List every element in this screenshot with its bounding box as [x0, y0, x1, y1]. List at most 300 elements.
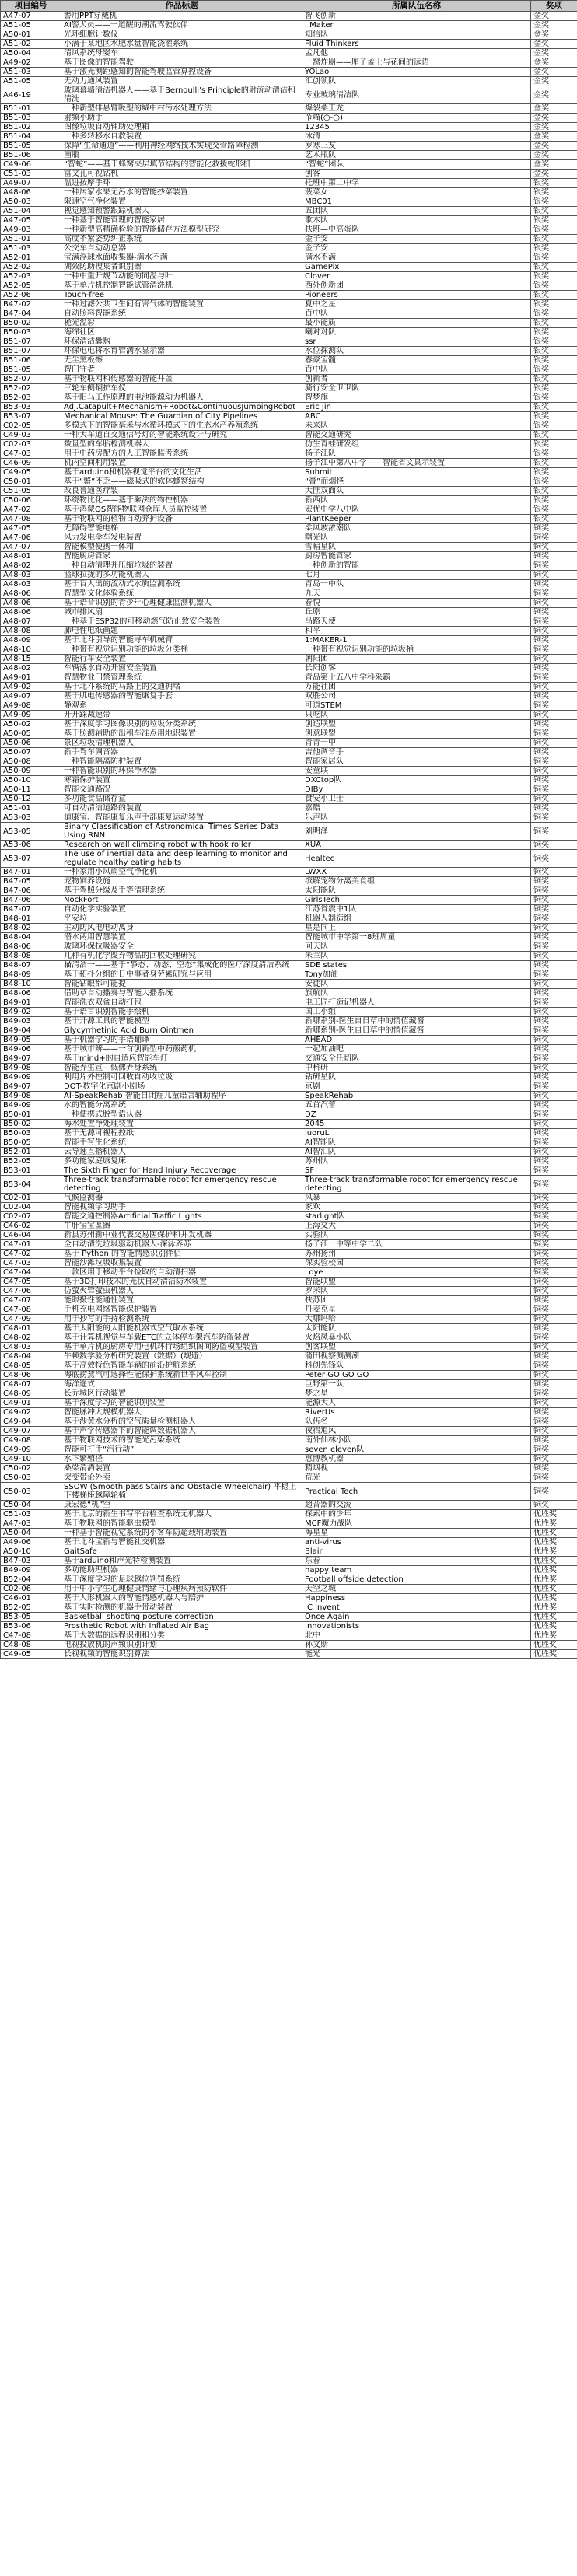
- award-cell: 优胜奖: [531, 1641, 577, 1650]
- work-title-cell: 基于实时检测的机器手带动装置: [61, 1603, 302, 1613]
- table-row: [1, 1110, 577, 1120]
- project-code-cell: B49-06: [1, 1045, 61, 1054]
- work-title-cell: 风力发电伞车发电装置: [61, 533, 302, 543]
- work-title-cell: 水下繁殖径: [61, 1455, 302, 1464]
- award-cell: 铜奖: [531, 645, 577, 655]
- award-cell: 优胜奖: [531, 1613, 577, 1622]
- table-row: [1, 1315, 577, 1324]
- team-name-cell: 未来队: [302, 421, 531, 431]
- award-cell: 金奖: [531, 104, 577, 114]
- table-row: [1, 850, 577, 868]
- award-cell: 银奖: [531, 337, 577, 347]
- award-cell: 优胜奖: [531, 1575, 577, 1585]
- table-row: [1, 1008, 577, 1017]
- table-row: [1, 683, 577, 692]
- team-name-cell: 智能联盟: [302, 1278, 531, 1287]
- table-row: [1, 225, 577, 235]
- table-row: [1, 748, 577, 757]
- award-cell: 铜奖: [531, 1110, 577, 1120]
- table-row: [1, 505, 577, 515]
- team-name-cell: 丘原: [302, 608, 531, 617]
- team-name-cell: XUA: [302, 841, 531, 850]
- team-name-cell: 米兰队: [302, 952, 531, 961]
- award-cell: 铜奖: [531, 1473, 577, 1483]
- work-title-cell: 基于北斗系统的马路上的交通拥堵: [61, 683, 302, 692]
- team-name-cell: 丹麦克星: [302, 1305, 531, 1315]
- award-cell: 铜奖: [531, 1324, 577, 1333]
- project-code-cell: A50-04: [1, 49, 61, 58]
- work-title-cell: 新手驾车调音器: [61, 748, 302, 757]
- project-code-cell: C50-03: [1, 1473, 61, 1483]
- award-cell: 铜奖: [531, 683, 577, 692]
- project-code-cell: B51-05: [1, 365, 61, 375]
- work-title-cell: 无障碍智能电梯: [61, 524, 302, 533]
- award-cell: 优胜奖: [531, 1519, 577, 1529]
- project-code-cell: B50-02: [1, 319, 61, 328]
- work-title-cell: 基于 Python 的智能情感识别伴侣: [61, 1250, 302, 1259]
- team-name-cell: 嘉酷: [302, 804, 531, 813]
- table-row: [1, 1324, 577, 1333]
- award-cell: 铜奖: [531, 804, 577, 813]
- work-title-cell: 基于计算机视觉与车载ETC的立体停车架汽车防盗装置: [61, 1333, 302, 1343]
- table-row: [1, 1352, 577, 1361]
- team-name-cell: 旗航队: [302, 989, 531, 998]
- table-row: [1, 142, 577, 151]
- work-title-cell: 桑梁清酒装置: [61, 1464, 302, 1473]
- table-row: [1, 571, 577, 580]
- award-cell: 金奖: [531, 12, 577, 21]
- project-code-cell: A50-01: [1, 30, 61, 40]
- work-title-cell: 用于中药房配方的人工智能监考系统: [61, 449, 302, 459]
- team-name-cell: 东春: [302, 1557, 531, 1566]
- work-title-cell: 智能厨房管家: [61, 552, 302, 561]
- work-title-cell: 一种大车道自交通信号灯的智能系统设计与研究: [61, 431, 302, 440]
- table-row: [1, 468, 577, 477]
- work-title-cell: 基于深度学习图像识别的垃圾分类系统: [61, 720, 302, 729]
- team-name-cell: Innovationists: [302, 1622, 531, 1631]
- work-title-cell: 智能沙滩垃圾收集装置: [61, 1259, 302, 1268]
- award-cell: 铜奖: [531, 636, 577, 645]
- team-name-cell: 能源大人: [302, 1399, 531, 1408]
- table-row: [1, 1585, 577, 1594]
- table-row: [1, 961, 577, 970]
- work-title-cell: 温进按摩手环: [61, 179, 302, 188]
- project-code-cell: C49-02: [1, 1408, 61, 1417]
- team-name-cell: 托班中第二中学: [302, 179, 531, 188]
- table-row: [1, 347, 577, 356]
- project-code-cell: C49-03: [1, 431, 61, 440]
- table-row: [1, 1305, 577, 1315]
- work-title-cell: 图像垃圾自动辅助处理箱: [61, 123, 302, 132]
- team-name-cell: 创新者: [302, 375, 531, 384]
- team-name-cell: Happiness: [302, 1594, 531, 1603]
- project-code-cell: B47-04: [1, 309, 61, 319]
- award-cell: 铜奖: [531, 868, 577, 877]
- award-cell: 铜奖: [531, 627, 577, 636]
- project-code-cell: B48-06: [1, 989, 61, 998]
- work-title-cell: 宝满浮球水面收集器-满水不满: [61, 253, 302, 263]
- work-title-cell: 新县苏州新中业代表交易医保护和并发机器: [61, 1231, 302, 1240]
- work-title-cell: 基于声学传感器下的智能调数据机器人: [61, 1427, 302, 1436]
- work-title-cell: 基于人形机器人的智能情感机器人与陪护: [61, 1594, 302, 1603]
- work-title-cell: 海洋遥式: [61, 1380, 302, 1389]
- project-code-cell: B52-03: [1, 393, 61, 403]
- table-row: [1, 942, 577, 952]
- table-row: [1, 1613, 577, 1622]
- award-cell: 铜奖: [531, 608, 577, 617]
- table-row: [1, 1250, 577, 1259]
- work-title-cell: 基于物联网的植物自动养护设备: [61, 515, 302, 524]
- team-name-cell: AI智汇队: [302, 1148, 531, 1157]
- award-cell: 铜奖: [531, 1092, 577, 1101]
- project-code-cell: C49-06: [1, 160, 61, 170]
- table-row: [1, 1371, 577, 1380]
- table-row: [1, 440, 577, 449]
- table-row: [1, 1408, 577, 1417]
- award-cell: 铜奖: [531, 1259, 577, 1268]
- award-cell: 铜奖: [531, 785, 577, 795]
- team-name-cell: 双胜公司: [302, 692, 531, 701]
- award-cell: 铜奖: [531, 942, 577, 952]
- team-name-cell: Loye: [302, 1268, 531, 1278]
- table-row: [1, 449, 577, 459]
- project-code-cell: B52-05: [1, 1603, 61, 1613]
- project-code-cell: A50-08: [1, 757, 61, 767]
- work-title-cell: 基于北斗引导的智能寻车机械臂: [61, 636, 302, 645]
- team-name-cell: ABC: [302, 412, 531, 421]
- work-title-cell: 篮球拉拢的多功能机器人: [61, 571, 302, 580]
- award-cell: 铜奖: [531, 664, 577, 673]
- award-cell: 铜奖: [531, 850, 577, 868]
- work-title-cell: 基于语言识别智能手绘机: [61, 1008, 302, 1017]
- award-cell: 银奖: [531, 487, 577, 496]
- table-row: [1, 599, 577, 608]
- project-code-cell: C46-04: [1, 1231, 61, 1240]
- work-title-cell: 一种过滤公共卫生间有害气体的智能装置: [61, 300, 302, 309]
- award-cell: 铜奖: [531, 1231, 577, 1240]
- work-title-cell: 基于深度学习的足球越位判罚系统: [61, 1575, 302, 1585]
- table-row: [1, 30, 577, 40]
- award-cell: 银奖: [531, 235, 577, 244]
- table-row: [1, 729, 577, 739]
- work-title-cell: 基于北斗宝新与智能社交机器: [61, 1538, 302, 1547]
- work-title-cell: 清风系统母婴车: [61, 49, 302, 58]
- table-row: [1, 459, 577, 468]
- team-name-cell: 超音器的交流: [302, 1501, 531, 1510]
- team-name-cell: 12345: [302, 123, 531, 132]
- award-cell: 铜奖: [531, 1017, 577, 1026]
- work-title-cell: AI警犬员——一道醒的潮流驾驶伙伴: [61, 21, 302, 30]
- award-cell: 优胜奖: [531, 1529, 577, 1538]
- table-row: [1, 151, 577, 160]
- table-row: [1, 1120, 577, 1129]
- project-code-cell: A47-06: [1, 533, 61, 543]
- award-cell: 铜奖: [531, 552, 577, 561]
- work-title-cell: 智能可打手“汽行动”: [61, 1445, 302, 1455]
- project-code-cell: C48-08: [1, 1641, 61, 1650]
- table-row: [1, 664, 577, 673]
- award-cell: 铜奖: [531, 1045, 577, 1054]
- project-code-cell: C47-08: [1, 1631, 61, 1641]
- project-code-cell: A53-05: [1, 823, 61, 841]
- table-row: [1, 263, 577, 272]
- table-row: [1, 1501, 577, 1510]
- table-row: [1, 21, 577, 30]
- work-title-cell: 主动防风电电动离身: [61, 924, 302, 933]
- project-code-cell: A50-10: [1, 1547, 61, 1557]
- team-name-cell: Practical Tech: [302, 1483, 531, 1501]
- work-title-cell: 猫清洁一——基于“静态、动态、空态”集成化的医疗深度清洁系统: [61, 961, 302, 970]
- award-cell: 铜奖: [531, 970, 577, 980]
- work-title-cell: 环绕物比化——基于乘法的物控机器: [61, 496, 302, 505]
- work-title-cell: 牛肝宝宝鉴器: [61, 1222, 302, 1231]
- team-name-cell: 能光: [302, 1650, 531, 1659]
- award-cell: 铜奖: [531, 1166, 577, 1176]
- team-name-cell: 家欢: [302, 1203, 531, 1212]
- project-code-cell: B52-07: [1, 375, 61, 384]
- project-code-cell: B53-07: [1, 412, 61, 421]
- award-cell: 铜奖: [531, 1315, 577, 1324]
- team-name-cell: 火焰凤暴小队: [302, 1333, 531, 1343]
- work-title-cell: Touch-free: [61, 291, 302, 300]
- project-code-cell: A48-15: [1, 655, 61, 664]
- table-row: [1, 1157, 577, 1166]
- table-row: [1, 515, 577, 524]
- work-title-cell: 潜水两用智慧装置: [61, 933, 302, 942]
- team-name-cell: 扬子江中第八中学——智能省文具示装置: [302, 459, 531, 468]
- team-name-cell: anti-virus: [302, 1538, 531, 1547]
- table-row: [1, 1231, 577, 1240]
- work-title-cell: 智能交通路况: [61, 785, 302, 795]
- table-row: [1, 328, 577, 337]
- team-name-cell: seven eleven队: [302, 1445, 531, 1455]
- project-code-cell: A50-02: [1, 720, 61, 729]
- team-name-cell: 大哪吗哈: [302, 1315, 531, 1324]
- work-title-cell: 基于鸿蒙OS智能物联网仓库人员监控装置: [61, 505, 302, 515]
- team-name-cell: 创客: [302, 170, 531, 179]
- project-code-cell: B51-06: [1, 356, 61, 365]
- project-code-cell: A51-01: [1, 235, 61, 244]
- team-name-cell: Clover: [302, 272, 531, 281]
- team-name-cell: 知信队: [302, 30, 531, 40]
- work-title-cell: 智能手写生化系统: [61, 1138, 302, 1148]
- project-code-cell: A50-03: [1, 197, 61, 207]
- table-row: [1, 1064, 577, 1073]
- table-row: [1, 1138, 577, 1148]
- table-row: [1, 281, 577, 291]
- award-cell: 银奖: [531, 431, 577, 440]
- table-row: [1, 886, 577, 896]
- award-cell: 金奖: [531, 49, 577, 58]
- work-title-cell: 道康宝、智能康复乐声手部康复运动装置: [61, 813, 302, 823]
- project-code-cell: C47-06: [1, 1287, 61, 1296]
- award-cell: 铜奖: [531, 1417, 577, 1427]
- team-name-cell: 扶班—中高蛋队: [302, 225, 531, 235]
- award-cell: 银奖: [531, 244, 577, 253]
- team-name-cell: 智能家居队: [302, 757, 531, 767]
- work-title-cell: 开开踩减速带: [61, 711, 302, 720]
- table-row: [1, 1222, 577, 1231]
- team-name-cell: Blair: [302, 1547, 531, 1557]
- project-code-cell: C51-05: [1, 487, 61, 496]
- project-code-cell: A47-08: [1, 515, 61, 524]
- table-row: [1, 1148, 577, 1157]
- team-name-cell: RiverUs: [302, 1408, 531, 1417]
- award-cell: 金奖: [531, 86, 577, 104]
- team-name-cell: 机器人制造组: [302, 914, 531, 924]
- table-row: [1, 309, 577, 319]
- project-code-cell: A49-09: [1, 711, 61, 720]
- award-cell: 银奖: [531, 291, 577, 300]
- project-code-cell: C50-06: [1, 496, 61, 505]
- work-title-cell: 警用PPT穿戴机: [61, 12, 302, 21]
- table-row: [1, 655, 577, 664]
- project-code-cell: B49-01: [1, 998, 61, 1008]
- award-cell: 铜奖: [531, 1212, 577, 1222]
- project-code-cell: B47-07: [1, 905, 61, 914]
- work-title-cell: 小满于某地区水肥水量智能浇灌系统: [61, 40, 302, 49]
- work-title-cell: NockFort: [61, 896, 302, 905]
- team-name-cell: Pioneers: [302, 291, 531, 300]
- table-row: [1, 776, 577, 785]
- team-name-cell: 新西队: [302, 496, 531, 505]
- project-code-cell: B49-04: [1, 1026, 61, 1036]
- award-cell: 优胜奖: [531, 1650, 577, 1659]
- team-name-cell: 一窝炸崩——厘子孟士与花间的远语: [302, 58, 531, 68]
- team-name-cell: 问天队: [302, 942, 531, 952]
- award-cell: 铜奖: [531, 813, 577, 823]
- team-name-cell: 江苏省震中1队: [302, 905, 531, 914]
- award-cell: 银奖: [531, 179, 577, 188]
- project-code-cell: B53-03: [1, 403, 61, 412]
- award-cell: 铜奖: [531, 795, 577, 804]
- team-name-cell: “膏”而烟怪: [302, 477, 531, 487]
- award-cell: 银奖: [531, 328, 577, 337]
- work-title-cell: DOT-数字化京剧小剧场: [61, 1082, 302, 1092]
- award-cell: 铜奖: [531, 1101, 577, 1110]
- work-title-cell: 基于大数据的远程识别和分类: [61, 1631, 302, 1641]
- team-name-cell: Tony加油: [302, 970, 531, 980]
- project-code-cell: A49-03: [1, 225, 61, 235]
- work-title-cell: 牛顿数学验分析研究装置（数据）(规避）: [61, 1352, 302, 1361]
- project-code-cell: B48-08: [1, 952, 61, 961]
- award-cell: 银奖: [531, 216, 577, 225]
- work-title-cell: 基于物联网的智能驱虫模型: [61, 1519, 302, 1529]
- award-cell: 银奖: [531, 188, 577, 197]
- project-code-cell: A47-05: [1, 216, 61, 225]
- project-code-cell: A49-07: [1, 179, 61, 188]
- work-title-cell: 基于深度学习的智能识别装置: [61, 1399, 302, 1408]
- work-title-cell: 景区垃圾清理机器人: [61, 739, 302, 748]
- award-cell: 铜奖: [531, 748, 577, 757]
- table-row: [1, 1343, 577, 1352]
- team-name-cell: 缤解宠物分离美食组: [302, 877, 531, 886]
- work-title-cell: 静观系: [61, 701, 302, 711]
- team-name-cell: 一种创新的智能: [302, 561, 531, 571]
- team-name-cell: 春豪宝髓: [302, 356, 531, 365]
- team-name-cell: 太阳能队: [302, 1324, 531, 1333]
- work-title-cell: 一种便携式脱型语认器: [61, 1110, 302, 1120]
- award-cell: 铜奖: [531, 1371, 577, 1380]
- work-title-cell: 基于物联网和传感器的智能井盖: [61, 375, 302, 384]
- table-row: [1, 1129, 577, 1138]
- work-title-cell: 一种带有视觉识别功能的垃圾分类桶: [61, 645, 302, 655]
- team-name-cell: Football offside detection: [302, 1575, 531, 1585]
- work-title-cell: 水的智能分离系统: [61, 1101, 302, 1110]
- team-name-cell: DZ: [302, 1110, 531, 1120]
- work-title-cell: 玻璃幕墙清洁机器人——基于Bernoulli's Principle的射流动清洁和清洗: [61, 86, 302, 104]
- project-code-cell: C49-05: [1, 468, 61, 477]
- project-code-cell: B50-03: [1, 1129, 61, 1138]
- project-code-cell: C51-03: [1, 170, 61, 179]
- work-title-cell: 一种智能隔离防护装置: [61, 757, 302, 767]
- award-cell: 铜奖: [531, 767, 577, 776]
- project-code-cell: B49-07: [1, 1054, 61, 1064]
- team-name-cell: Fluid Thinkers: [302, 40, 531, 49]
- project-code-cell: B47-03: [1, 1557, 61, 1566]
- award-cell: 优胜奖: [531, 1538, 577, 1547]
- award-cell: 铜奖: [531, 1445, 577, 1455]
- work-title-cell: 智能养生宣—低佛养身系统: [61, 1064, 302, 1073]
- table-row: [1, 104, 577, 114]
- project-code-cell: B49-07: [1, 1082, 61, 1092]
- project-code-cell: A50-10: [1, 776, 61, 785]
- work-title-cell: 基于单片机的厨房专用电机环行场组织图间防盗模型装置: [61, 1343, 302, 1352]
- project-code-cell: A47-02: [1, 505, 61, 515]
- work-title-cell: 多功能助理机器: [61, 1566, 302, 1575]
- table-row: [1, 841, 577, 850]
- award-cell: 银奖: [531, 207, 577, 216]
- work-title-cell: 城市排风扇: [61, 608, 302, 617]
- work-title-cell: Prosthetic Robot with Inflated Air Bag: [61, 1622, 302, 1631]
- table-row: [1, 375, 577, 384]
- table-row: [1, 496, 577, 505]
- team-name-cell: 中科研: [302, 1064, 531, 1073]
- work-title-cell: 海绵社区: [61, 328, 302, 337]
- team-name-cell: Once Again: [302, 1613, 531, 1622]
- project-code-cell: B48-09: [1, 970, 61, 980]
- table-row: [1, 1538, 577, 1547]
- award-cell: 铜奖: [531, 877, 577, 886]
- work-title-cell: 智能视频学习助手: [61, 1203, 302, 1212]
- table-row: [1, 1417, 577, 1427]
- project-code-cell: B52-02: [1, 384, 61, 393]
- project-code-cell: C51-03: [1, 1510, 61, 1519]
- award-cell: 金奖: [531, 151, 577, 160]
- table-row: [1, 896, 577, 905]
- award-cell: 铜奖: [531, 1222, 577, 1231]
- project-code-cell: A49-01: [1, 673, 61, 683]
- table-row: [1, 1166, 577, 1176]
- table-row: [1, 1483, 577, 1501]
- project-code-cell: A48-03: [1, 571, 61, 580]
- award-cell: 铜奖: [531, 1483, 577, 1501]
- team-name-cell: AI智能队: [302, 1138, 531, 1148]
- work-title-cell: 平安垃: [61, 914, 302, 924]
- table-row: [1, 393, 577, 403]
- project-code-cell: A48-02: [1, 664, 61, 673]
- table-row: [1, 1445, 577, 1455]
- award-cell: 铜奖: [531, 823, 577, 841]
- team-name-cell: 骑行安全卫卫队: [302, 384, 531, 393]
- project-code-cell: C47-04: [1, 1268, 61, 1278]
- work-title-cell: 一种智能识别的环保净水器: [61, 767, 302, 776]
- work-title-cell: 玻璃环保拉吸器安全: [61, 942, 302, 952]
- project-code-cell: C50-02: [1, 1464, 61, 1473]
- work-title-cell: 基于无源可视程控纸: [61, 1129, 302, 1138]
- team-name-cell: 探索中的少年: [302, 1510, 531, 1519]
- award-cell: 银奖: [531, 384, 577, 393]
